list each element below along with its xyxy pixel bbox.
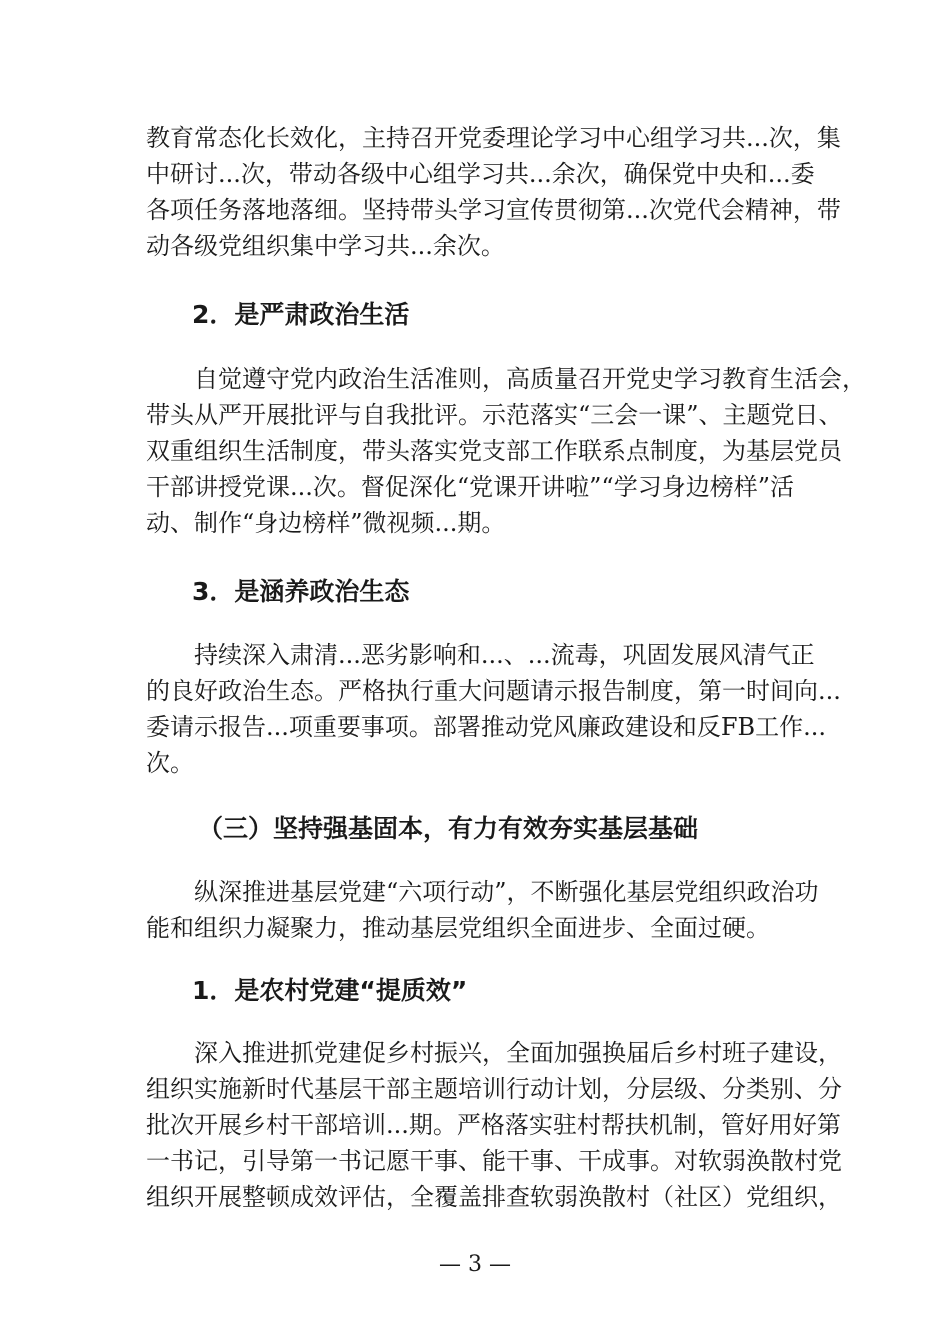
text-line: 教育常态化长效化，主持召开党委理论学习中心组学习共...次，集 [146, 124, 841, 152]
text-line: 动各级党组织集中学习共...余次。 [146, 232, 505, 260]
paragraph-politics-life [146, 361, 866, 541]
text-line: 批次开展乡村干部培训...期。严格落实驻村帮扶机制，管好用好第 [146, 1111, 841, 1139]
text-line: 能和组织力凝聚力，推动基层党组织全面进步、全面过硬。 [146, 914, 770, 942]
text-line: 各项任务落地落细。坚持带头学习宣传贯彻第...次党代会精神，带 [146, 196, 841, 224]
text-line: 次。 [146, 749, 194, 777]
text-line: 双重组织生活制度，带头落实党支部工作联系点制度，为基层党员 [146, 437, 842, 465]
paragraph-politics-ecology [146, 637, 841, 781]
paragraph-rural [146, 1035, 842, 1215]
text-line: 的良好政治生态。严格执行重大问题请示报告制度，第一时间向... [146, 677, 841, 705]
heading-section-three: （三）坚持强基固本，有力有效夯实基层基础 [198, 814, 699, 843]
text-line: 一书记，引导第一书记愿干事、能干事、干成事。对软弱涣散村党 [146, 1147, 842, 1175]
page-number: — 3 — [439, 1252, 511, 1277]
text-line: 动、制作“身边榜样”微视频...期。 [146, 509, 506, 537]
text-line: 持续深入肃清...恶劣影响和...、...流毒，巩固发展风清气正 [146, 641, 815, 669]
text-line: 带头从严开展批评与自我批评。示范落实“三会一课”、主题党日、 [146, 401, 843, 429]
paragraph-study [146, 120, 841, 264]
paragraph-grassroots [146, 874, 826, 946]
text-line: 组织开展整顿成效评估，全覆盖排查软弱涣散村（社区）党组织， [146, 1183, 842, 1211]
text-line: 委请示报告...项重要事项。部署推动党风廉政建设和反FB工作... [146, 713, 827, 741]
heading-rural: 1．是农村党建“提质效” [192, 976, 468, 1005]
text-line: 组织实施新时代基层干部主题培训行动计划，分层级、分类别、分 [146, 1075, 842, 1103]
text-line: 干部讲授党课...次。督促深化“党课开讲啦”“学习身边榜样”活 [146, 473, 794, 501]
heading-politics-life: 2．是严肃政治生活 [192, 300, 410, 329]
text-line: 深入推进抓党建促乡村振兴，全面加强换届后乡村班子建设， [146, 1039, 842, 1067]
heading-politics-ecology: 3．是涵养政治生态 [192, 577, 410, 606]
text-line: 自觉遵守党内政治生活准则，高质量召开党史学习教育生活会， [146, 365, 866, 393]
text-line: 纵深推进基层党建“六项行动”，不断强化基层党组织政治功 [146, 878, 819, 906]
text-line: 中研讨...次，带动各级中心组学习共...余次，确保党中央和...委 [146, 160, 815, 188]
